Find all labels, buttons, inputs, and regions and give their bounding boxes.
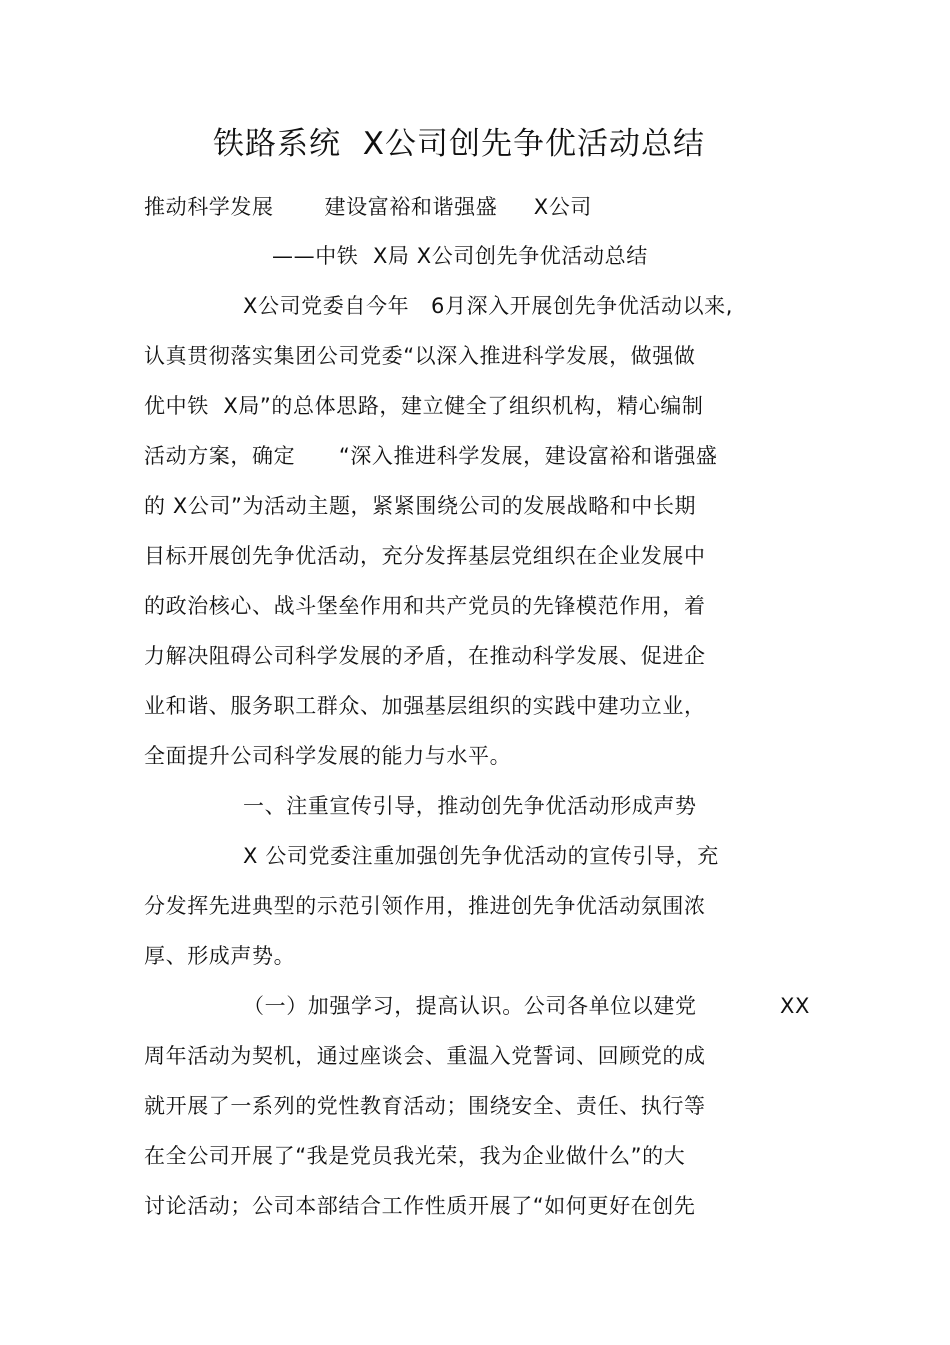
- paragraph-fragment: XX: [780, 994, 810, 1018]
- paragraph-line: 的政治核心、战斗堡垒作用和共产党员的先锋模范作用，着: [144, 594, 706, 618]
- paragraph-line: 的 X公司”为活动主题，紧紧围绕公司的发展战略和中长期: [144, 494, 697, 518]
- subtitle-line: 推动科学发展 建设富裕和谐强盛 X公司: [144, 195, 592, 219]
- paragraph-line: 厚、形成声势。: [144, 944, 296, 968]
- paragraph-line: 全面提升公司科学发展的能力与水平。: [144, 744, 512, 768]
- paragraph-line: 优中铁 X局”的总体思路，建立健全了组织机构，精心编制: [144, 394, 704, 418]
- paragraph-line: X 公司党委注重加强创先争优活动的宣传引导，充: [243, 844, 719, 868]
- subtitle-source: ——中铁 X局 X公司创先争优活动总结: [272, 244, 648, 268]
- paragraph-line: 讨论活动；公司本部结合工作性质开展了“如何更好在创先: [144, 1194, 696, 1218]
- paragraph-line: 认真贯彻落实集团公司党委“以深入推进科学发展，做强做: [144, 344, 696, 368]
- paragraph-line: 周年活动为契机，通过座谈会、重温入党誓词、回顾党的成: [144, 1044, 706, 1068]
- paragraph-line: 在全公司开展了“我是党员我光荣，我为企业做什么”的大: [144, 1144, 686, 1168]
- paragraph-line: 力解决阻碍公司科学发展的矛盾，在推动科学发展、促进企: [144, 644, 706, 668]
- section-heading: 一、注重宣传引导，推动创先争优活动形成声势: [243, 794, 697, 818]
- paragraph-line: 就开展了一系列的党性教育活动；围绕安全、责任、执行等: [144, 1094, 706, 1118]
- paragraph-line: 目标开展创先争优活动，充分发挥基层党组织在企业发展中: [144, 544, 706, 568]
- paragraph-line: 活动方案，确定 “深入推进科学发展，建设富裕和谐强盛: [144, 444, 718, 468]
- paragraph-line: 分发挥先进典型的示范引领作用，推进创先争优活动氛围浓: [144, 894, 706, 918]
- subsection-heading: （一）加强学习，提高认识。公司各单位以建党: [243, 994, 697, 1018]
- document-title: 铁路系统 X公司创先争优活动总结: [213, 126, 705, 162]
- paragraph-line: X公司党委自今年 6月深入开展创先争优活动以来,: [243, 294, 734, 318]
- paragraph-line: 业和谐、服务职工群众、加强基层组织的实践中建功立业，: [144, 694, 706, 718]
